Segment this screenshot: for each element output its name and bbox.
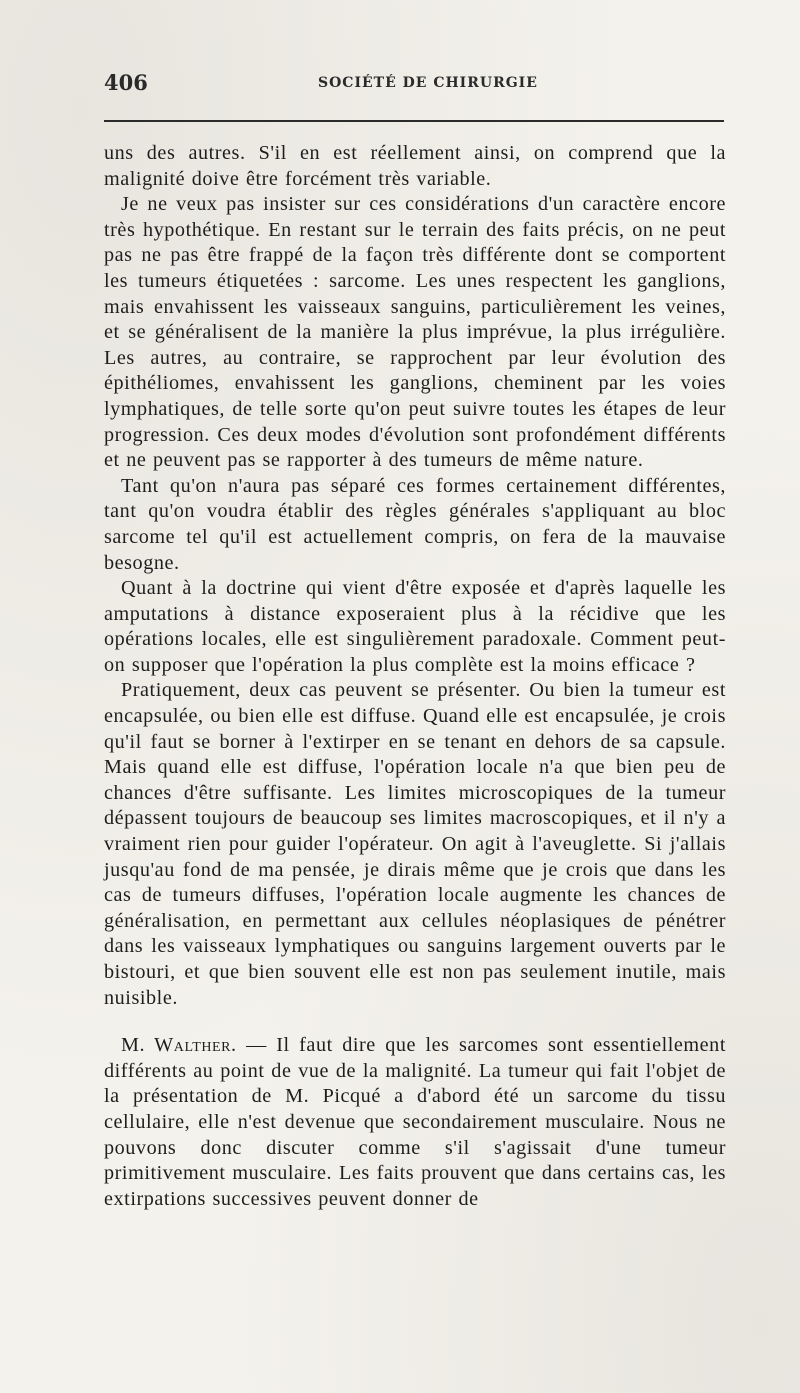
page-header bbox=[104, 70, 724, 98]
header-rule bbox=[104, 120, 724, 122]
paragraph: Tant qu'on n'aura pas séparé ces formes certainement différentes, tant qu'on voudra établir des règles générales s'appliquant au bloc sarcome tel qu'il est actuellement compris, on fera de la mauvaise besogne. bbox=[104, 474, 726, 574]
running-title: SOCIÉTÉ DE CHIRURGIE bbox=[318, 75, 538, 91]
speaker-paragraph bbox=[104, 1033, 726, 1212]
body-text bbox=[104, 141, 726, 1212]
paragraph: Quant à la doctrine qui vient d'être exposée et d'après laquelle les amputations à distance exposeraient plus à la récidive que les opérations locales, elle est singulièrement paradoxale. Comment peut-on supposer que l'opération la plus complète est la moins efficace ? bbox=[104, 577, 726, 676]
paragraph: Je ne veux pas insister sur ces considérations d'un caractère encore très hypothétique. En restant sur le terrain des faits précis, on ne peut pas ne pas être frappé de la façon très différente dont se comportent les tumeurs étiquetées : sarcome. Les unes respectent les ganglions, mais envahissent les vaisseaux sanguins, particulièrement les veines, et se généralisent de la manière la plus imprévue, la plus irrégulière. Les autres, au contraire, se rapprochent par leur évolution des épithéliomes, envahissent les ganglions, cheminent par les voies lymphatiques, de telle sorte qu'on peut suivre toutes les étapes de leur progression. Ces deux modes d'évolution sont profondément différents et ne peuvent pas se rapporter à des tumeurs de même nature. bbox=[104, 193, 726, 472]
page-number: 406 bbox=[104, 70, 148, 95]
paragraph-continued: uns des autres. S'il en est réellement ainsi, on comprend que la malignité doive être forcément très variable. bbox=[104, 142, 726, 190]
speaker-name: M. Walther. bbox=[121, 1034, 237, 1057]
paragraph: Pratiquement, deux cas peuvent se présenter. Ou bien la tumeur est encapsulée, ou bien elle est diffuse. Quand elle est encapsulée, je crois qu'il faut se borner à l'extirper en se tenant en dehors de sa capsule. Mais quand elle est diffuse, l'opération locale n'a que bien peu de chances d'être suffisante. Les limites microscopiques de la tumeur dépassent toujours de beaucoup ses limites macroscopiques, et il n'y a vraiment rien pour guider l'opérateur. On agit à l'aveuglette. Si j'allais jusqu'au fond de ma pensée, je dirais même que je crois que dans les cas de tumeurs diffuses, l'opération locale augmente les chances de généralisation, en permettant aux cellules néoplasiques de pénétrer dans les vaisseaux lymphatiques ou sanguins largement ouverts par le bistouri, et que bien souvent elle est non pas seulement inutile, mais nuisible. bbox=[104, 679, 726, 1009]
speaker-text: — Il faut dire que les sarcomes sont essentiellement différents au point de vue de la malignité. La tumeur qui fait l'objet de la présentation de M. Picqué a d'abord été un sarcome du tissu cellulaire, elle n'est devenue que secondairement musculaire. Nous ne pouvons donc discuter comme s'il s'agissait d'une tumeur primitivement musculaire. Les faits prouvent que dans certains cas, les extirpations successives peuvent donner de bbox=[104, 1034, 726, 1210]
